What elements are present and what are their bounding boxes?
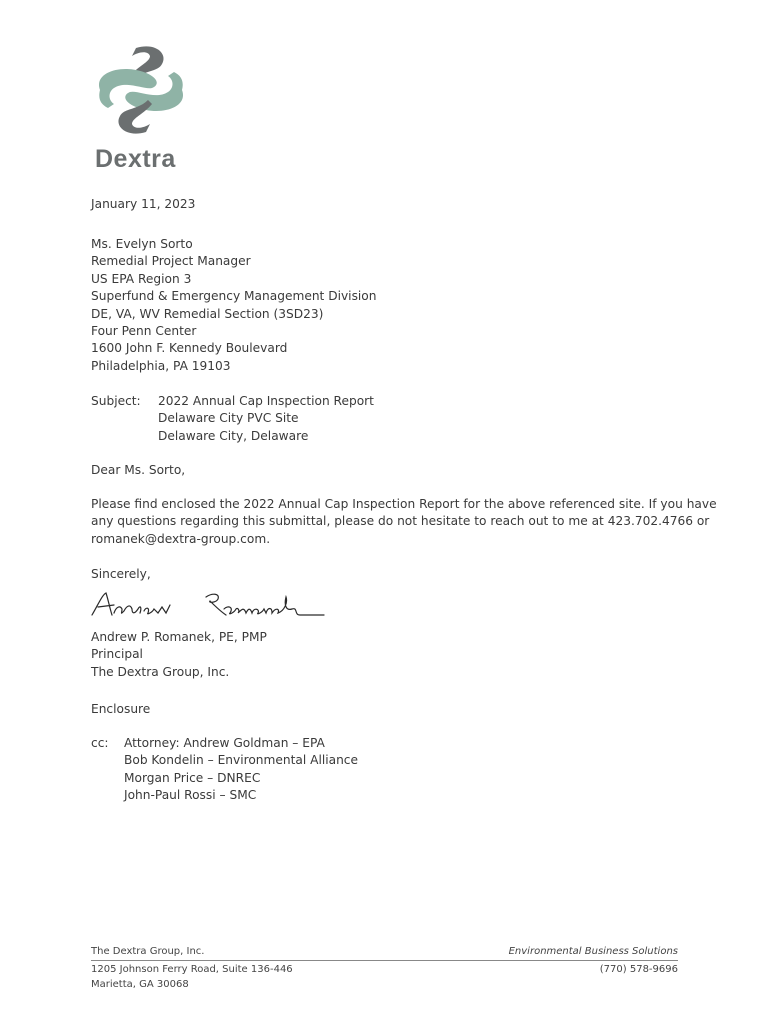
footer-tagline: Environmental Business Solutions: [508, 946, 678, 957]
footer-header-row: [91, 946, 678, 961]
closing: Sincerely,: [91, 567, 151, 581]
signer-title: Principal: [91, 647, 143, 662]
recipient-line: Remedial Project Manager: [91, 254, 251, 269]
recipient-line: Philadelphia, PA 19103: [91, 358, 231, 373]
subject-line: Delaware City PVC Site: [158, 411, 299, 426]
paragraph-line: Please find enclosed the 2022 Annual Cap Inspection Report for the above referenced site. If you have: [91, 497, 717, 511]
cc-label: cc:: [91, 736, 109, 750]
footer-phone: (770) 578-9696: [599, 964, 678, 975]
recipient-line: 1600 John F. Kennedy Boulevard: [91, 341, 288, 356]
cc-recipient: Bob Kondelin – Environmental Alliance: [124, 753, 359, 768]
recipient-line: US EPA Region 3: [91, 271, 192, 286]
cc-recipient: Morgan Price – DNREC: [124, 770, 261, 785]
recipient-address-block: [91, 236, 377, 375]
company-logo-wordmark: Dextra: [95, 145, 176, 173]
signer-company: The Dextra Group, Inc.: [91, 664, 230, 679]
recipient-line: Four Penn Center: [91, 324, 197, 339]
footer-address-line: 1205 Johnson Ferry Road, Suite 136-446: [91, 964, 293, 975]
body-paragraph: [91, 496, 717, 548]
paragraph-line: any questions regarding this submittal, please do not hesitate to reach out to me at 423.702.4766 or: [91, 514, 710, 529]
letter-date: January 11, 2023: [91, 197, 196, 211]
recipient-line: Ms. Evelyn Sorto: [91, 237, 193, 251]
salutation: Dear Ms. Sorto,: [91, 463, 186, 477]
handwritten-signature: [88, 585, 328, 625]
cc-recipient: Attorney: Andrew Goldman – EPA: [124, 736, 325, 750]
recipient-line: Superfund & Emergency Management Division: [91, 289, 377, 304]
footer-company: The Dextra Group, Inc.: [91, 946, 205, 957]
enclosure-note: Enclosure: [91, 702, 151, 716]
subject-line: Delaware City, Delaware: [158, 428, 309, 443]
subject-label: Subject:: [91, 394, 141, 408]
cc-recipient: John-Paul Rossi – SMC: [124, 788, 257, 803]
recipient-line: DE, VA, WV Remedial Section (3SD23): [91, 306, 324, 321]
paragraph-line: romanek@dextra-group.com.: [91, 531, 271, 546]
signer-block: [91, 629, 267, 681]
footer-address-line: Marietta, GA 30068: [91, 979, 189, 990]
subject-line: 2022 Annual Cap Inspection Report: [158, 394, 374, 408]
signer-name: Andrew P. Romanek, PE, PMP: [91, 630, 267, 644]
